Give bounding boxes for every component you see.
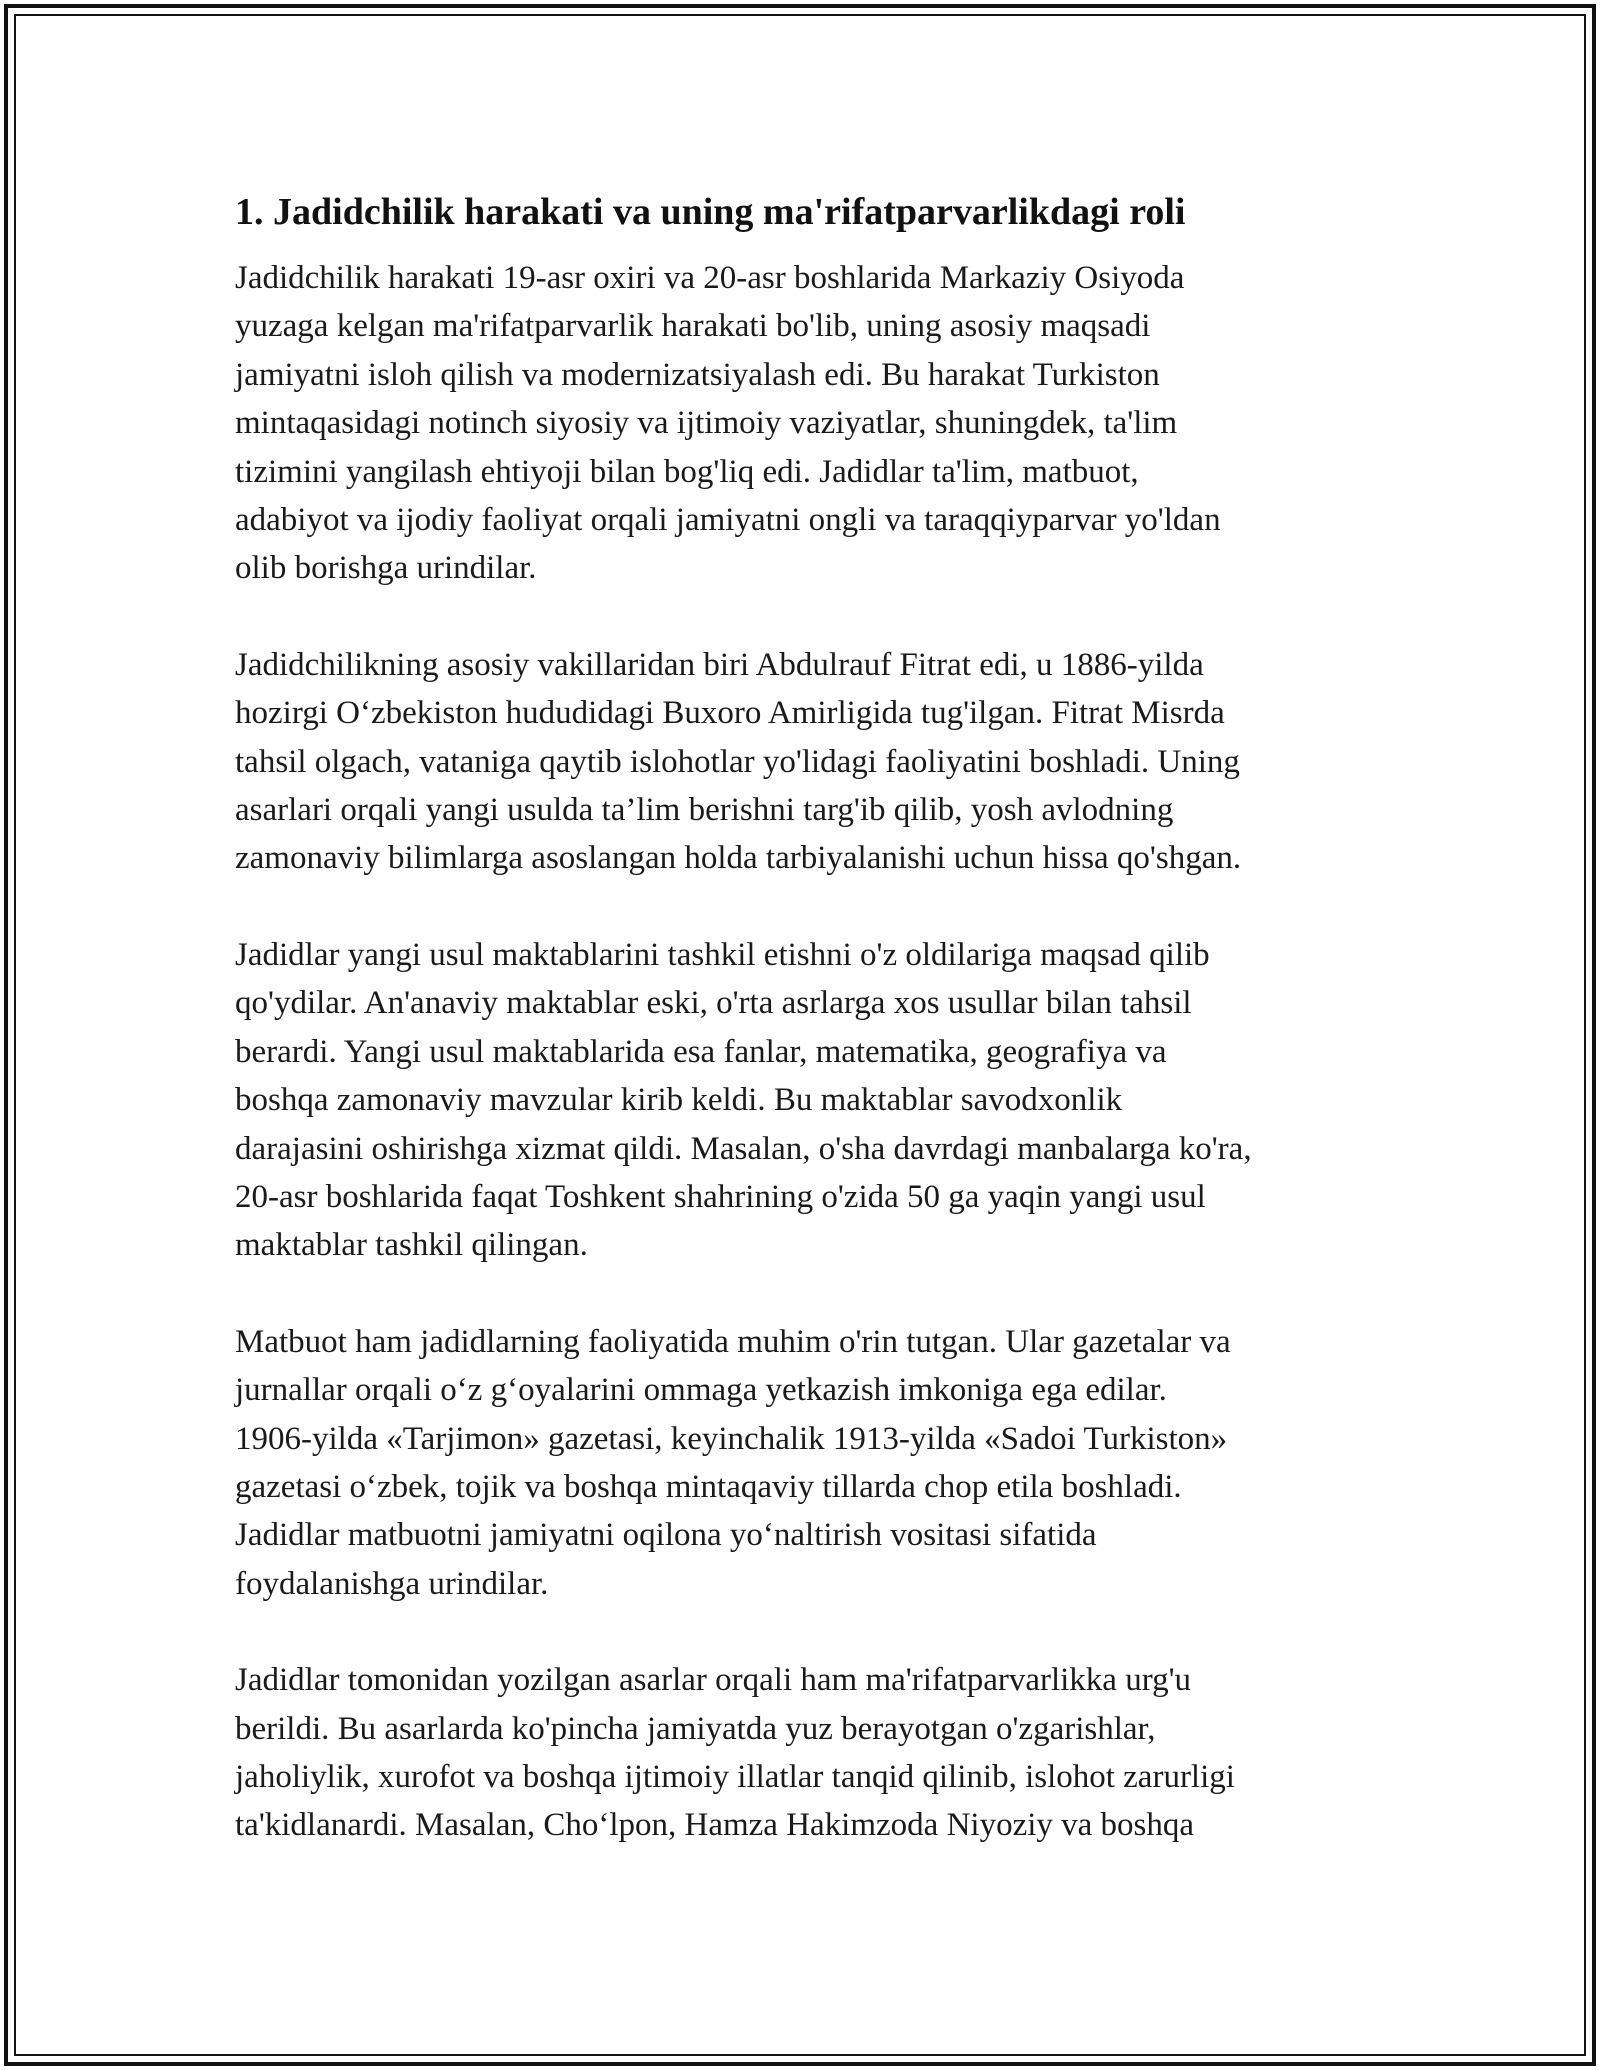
paragraph-line: darajasini oshirishga xizmat qildi. Masalan, o'sha davrdagi manbalarga ko'ra, [235,1130,1252,1167]
paragraph-3 [235,931,1385,1270]
paragraph-line: gazetasi o‘zbek, tojik va boshqa mintaqaviy tillarda chop etila boshladi. [235,1468,1182,1505]
paragraph-5 [235,1656,1385,1850]
paragraph-line: jamiyatni isloh qilish va modernizatsiyalash edi. Bu harakat Turkiston [235,356,1160,393]
section-heading: 1. Jadidchilik harakati va uning ma'rifatparvarlikdagi roli [235,191,1186,233]
paragraph-line: zamonaviy bilimlarga asoslangan holda tarbiyalanishi uchun hissa qo'shgan. [235,840,1242,877]
paragraph-line: olib borishga urindilar. [235,550,537,587]
paragraph-line: jurnallar orqali o‘z g‘oyalarini ommaga yetkazish imkoniga ega edilar. [235,1372,1167,1409]
paragraph-line: 1906-yilda «Tarjimon» gazetasi, keyinchalik 1913-yilda «Sadoi Turkiston» [235,1420,1228,1457]
paragraph-line: Jadidchilikning asosiy vakillaridan biri Abdulrauf Fitrat edi, u 1886-yilda [235,646,1204,683]
paragraph-line: maktablar tashkil qilingan. [235,1227,588,1264]
paragraph-line: qo'ydilar. An'anaviy maktablar eski, o'rta asrlarga xos usullar bilan tahsil [235,985,1192,1022]
paragraph-line: mintaqasidagi notinch siyosiy va ijtimoiy vaziyatlar, shuningdek, ta'lim [235,405,1178,442]
paragraph-line: Jadidlar yangi usul maktablarini tashkil etishni o'z oldilariga maqsad qilib [235,936,1210,973]
paragraph-line: ta'kidlanardi. Masalan, Cho‘lpon, Hamza Hakimzoda Niyoziy va boshqa [235,1807,1195,1844]
paragraph-line: foydalanishga urindilar. [235,1565,549,1602]
paragraph-line: hozirgi O‘zbekiston hududidagi Buxoro Amirligida tug'ilgan. Fitrat Misrda [235,695,1225,732]
paragraph-line: asarlari orqali yangi usulda ta’lim berishni targ'ib qilib, yosh avlodning [235,792,1174,829]
paragraph-line: tizimini yangilash ehtiyoji bilan bog'liq edi. Jadidlar ta'lim, matbuot, [235,453,1139,490]
paragraph-2 [235,641,1385,883]
paragraph-line: Matbuot ham jadidlarning faoliyatida muhim o'rin tutgan. Ular gazetalar va [235,1323,1231,1360]
paragraph-line: boshqa zamonaviy mavzular kirib keldi. Bu maktablar savodxonlik [235,1082,1123,1119]
paragraph-line: berardi. Yangi usul maktablarida esa fanlar, matematika, geografiya va [235,1033,1167,1070]
paragraph-4 [235,1318,1385,1608]
paragraph-line: 20-asr boshlarida faqat Toshkent shahrining o'zida 50 ga yaqin yangi usul [235,1178,1206,1215]
document-body [235,186,1385,1898]
paragraph-line: Jadidlar tomonidan yozilgan asarlar orqali ham ma'rifatparvarlikka urg'u [235,1662,1192,1699]
paragraph-1 [235,254,1385,593]
paragraph-line: berildi. Bu asarlarda ko'pincha jamiyatda yuz berayotgan o'zgarishlar, [235,1710,1156,1747]
paragraph-line: tahsil olgach, vataniga qaytib islohotlar yo'lidagi faoliyatini boshladi. Uning [235,743,1240,780]
paragraph-line: yuzaga kelgan ma'rifatparvarlik harakati bo'lib, uning asosiy maqsadi [235,308,1151,345]
paragraph-line: Jadidchilik harakati 19-asr oxiri va 20-asr boshlarida Markaziy Osiyoda [235,260,1185,296]
paragraph-line: Jadidlar matbuotni jamiyatni oqilona yo‘naltirish vositasi sifatida [235,1517,1097,1554]
paragraph-line: adabiyot va ijodiy faoliyat orqali jamiyatni ongli va taraqqiyparvar yo'ldan [235,502,1221,539]
paragraph-line: jaholiylik, xurofot va boshqa ijtimoiy illatlar tanqid qilinib, islohot zarurligi [235,1758,1235,1795]
